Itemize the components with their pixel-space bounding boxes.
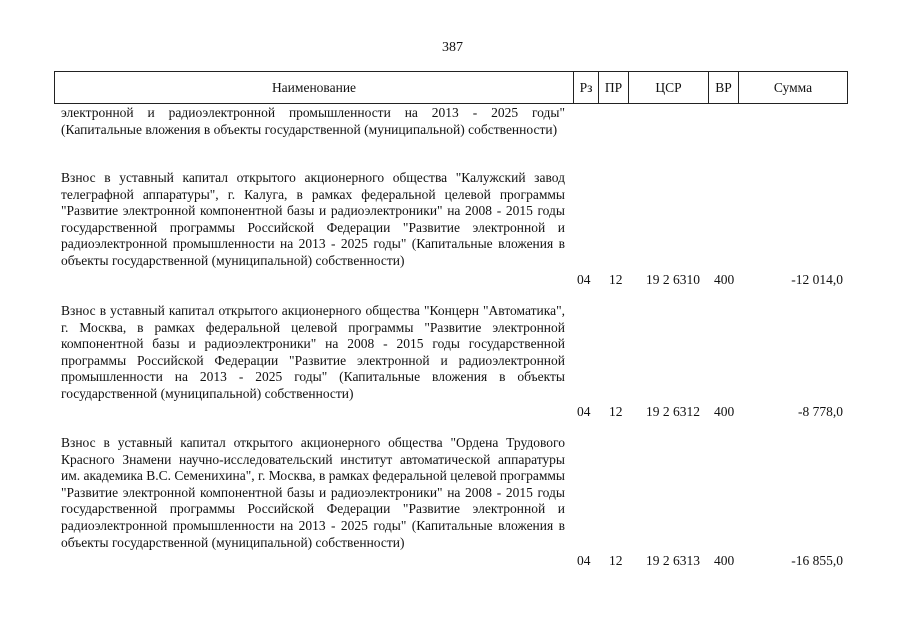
page-number: 387 xyxy=(442,40,463,55)
cell-vr: 400 xyxy=(714,404,735,419)
cell-pr: 12 xyxy=(609,404,623,419)
table-header xyxy=(54,71,848,104)
cell-csr: 19 2 6312 xyxy=(646,404,700,419)
table-row-text: Взнос в уставный капитал открытого акционерного общества "Концерн "Автоматика", г. Москва, в рамках федеральной целевой программы "Развитие электронной компонентной базы и радиоэлектроники" на 2008 - 2015 годы государственной программы Российской Федерации "Развитие электронной и радиоэлектронной промышленности на 2013 - 2025 годы" (Капитальные вложения в объекты государственной (муниципальной) собственности) xyxy=(61,303,565,401)
header-name: Наименование xyxy=(271,79,357,95)
cell-vr: 400 xyxy=(714,272,735,287)
header-csr: ЦСР xyxy=(628,72,708,103)
cell-vr: 400 xyxy=(714,553,735,568)
cell-csr: 19 2 6310 xyxy=(646,272,700,287)
table-row-text: электронной и радиоэлектронной промышленности на 2013 - 2025 годы" (Капитальные вложения в объекты государственной (муниципальной) собственности) xyxy=(61,105,565,137)
cell-rz: 04 xyxy=(577,553,591,568)
cell-rz: 04 xyxy=(577,272,591,287)
table-row-text: Взнос в уставный капитал открытого акционерного общества "Ордена Трудового Красного Знамени научно-исследовательский институт автоматической аппаратуры им. академика В.С. Семенихина", г. Москва, в рамках федеральной целевой программы "Развитие электронной компонентной базы и радиоэлектроники" на 2008 - 2015 годы государственной программы Российской Федерации "Развитие электронной и радиоэлектронной промышленности на 2013 - 2025 годы" (Капитальные вложения в объекты государственной (муниципальной) собственности) xyxy=(61,435,565,550)
cell-csr: 19 2 6313 xyxy=(646,553,700,568)
table-row-text: Взнос в уставный капитал открытого акционерного общества "Калужский завод телеграфной аппаратуры", г. Калуга, в рамках федеральной целевой программы "Развитие электронной компонентной базы и радиоэлектроники" на 2008 - 2015 годы государственной программы Российской Федерации "Развитие электронной и радиоэлектронной промышленности на 2013 - 2025 годы" (Капитальные вложения в объекты государственной (муниципальной) собственности) xyxy=(61,170,565,268)
cell-sum: -8 778,0 xyxy=(798,404,843,419)
cell-pr: 12 xyxy=(609,553,623,568)
cell-rz: 04 xyxy=(577,404,591,419)
header-rz: Рз xyxy=(573,72,598,103)
cell-pr: 12 xyxy=(609,272,623,287)
header-vr: ВР xyxy=(708,72,738,103)
cell-sum: -16 855,0 xyxy=(791,553,843,568)
header-pr: ПР xyxy=(598,72,628,103)
cell-sum: -12 014,0 xyxy=(791,272,843,287)
header-sum: Сумма xyxy=(738,72,847,103)
